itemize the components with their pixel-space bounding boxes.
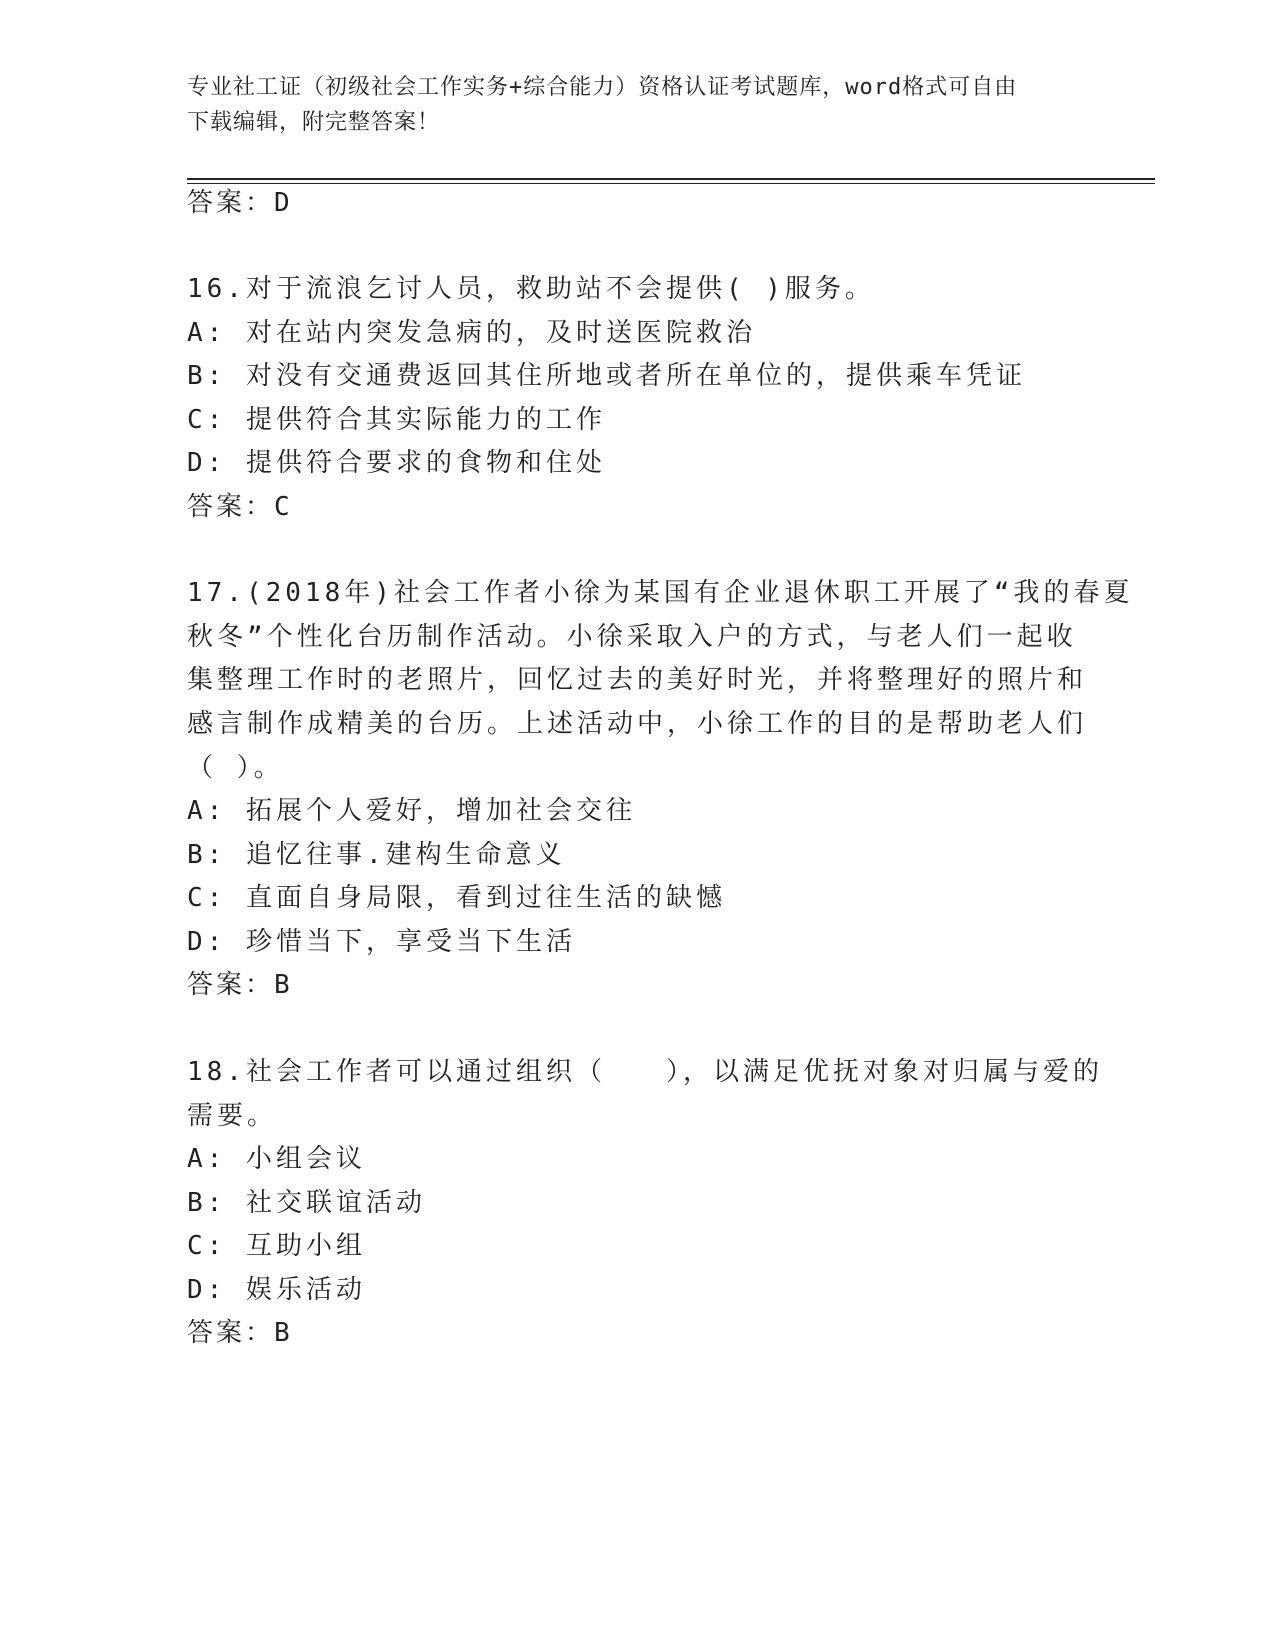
question-16-option-d: D: 提供符合要求的食物和住处 [187, 448, 606, 478]
question-16-option-a: A: 对在站内突发急病的，及时送医院救治 [187, 318, 756, 348]
question-16-option-b: B: 对没有交通费返回其住所地或者所在单位的，提供乘车凭证 [187, 361, 1026, 391]
question-17-option-b: B: 追忆往事.建构生命意义 [187, 840, 566, 870]
page-header [187, 70, 1077, 140]
previous-answer: 答案：D [187, 188, 293, 218]
question-18-option-d: D: 娱乐活动 [187, 1275, 366, 1305]
question-18-stem-line-2: 需要。 [187, 1101, 278, 1131]
question-17-stem-line-5: （ ）。 [187, 753, 284, 783]
question-18-option-c: C: 互助小组 [187, 1231, 366, 1261]
question-17-stem-line-2: 秋冬”个性化台历制作活动。小徐采取入户的方式，与老人们一起收 [187, 622, 1077, 652]
question-16-option-c: C: 提供符合其实际能力的工作 [187, 405, 606, 435]
question-17-stem-line-1: 17.(2018年)社会工作者小徐为某国有企业退休职工开展了“我的春夏 [187, 578, 1134, 608]
header-line-2: 下载编辑，附完整答案！ [187, 110, 441, 135]
question-16-stem: 16.对于流浪乞讨人员，救助站不会提供( )服务。 [187, 274, 875, 304]
question-17-option-d: D: 珍惜当下，享受当下生活 [187, 927, 576, 957]
question-17-option-c: C: 直面自身局限，看到过往生活的缺憾 [187, 883, 726, 913]
question-18-option-a: A: 小组会议 [187, 1144, 366, 1174]
question-18-option-b: B: 社交联谊活动 [187, 1188, 426, 1218]
question-17-stem-line-4: 感言制作成精美的台历。上述活动中，小徐工作的目的是帮助老人们 [187, 709, 1088, 739]
header-line-1: 专业社工证（初级社会工作实务+综合能力）资格认证考试题库，word格式可自由 [187, 75, 1018, 100]
question-17-option-a: A: 拓展个人爱好，增加社会交往 [187, 796, 636, 826]
question-17-stem-line-3: 集整理工作时的老照片，回忆过去的美好时光，并将整理好的照片和 [187, 665, 1088, 695]
question-17-answer: 答案：B [187, 970, 293, 1000]
header-divider-thin [187, 183, 1155, 184]
question-16-answer: 答案：C [187, 492, 293, 522]
question-18-answer: 答案：B [187, 1318, 293, 1348]
header-divider-thick [187, 178, 1155, 180]
question-18-stem-line-1: 18.社会工作者可以通过组织（ ），以满足优抚对象对归属与爱的 [187, 1057, 1103, 1087]
